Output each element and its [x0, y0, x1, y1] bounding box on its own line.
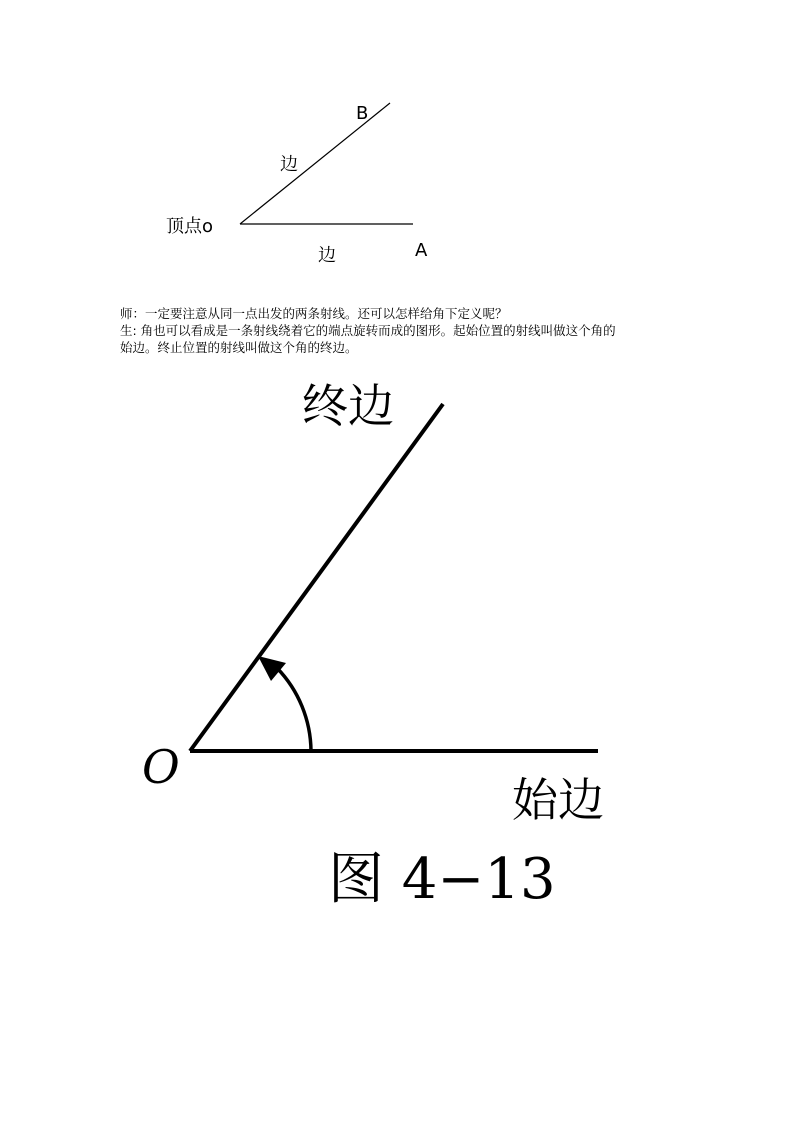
student-line-continued: 始边。终止位置的射线叫做这个角的终边。: [120, 340, 358, 355]
initial-side-label: 始边: [512, 773, 604, 827]
vertex-label: 顶点o: [166, 216, 214, 237]
terminal-side-ray: [190, 404, 443, 751]
figure-caption: 图 4−13: [328, 847, 556, 912]
side-label-lower: 边: [318, 245, 336, 266]
rotation-arrowhead: [258, 656, 286, 681]
rotation-arc: [277, 668, 311, 751]
vertex-label-O: O: [142, 740, 180, 794]
teacher-line: 师：一定要注意从同一点出发的两条射线。还可以怎样给角下定义呢？: [120, 306, 508, 321]
point-label-A: A: [415, 240, 428, 261]
student-line: 生: 角也可以看成是一条射线绕着它的端点旋转而成的图形。起始位置的射线叫做这个角的: [120, 323, 616, 338]
side-label-upper: 边: [280, 154, 298, 175]
terminal-side-label: 终边: [302, 379, 394, 433]
point-label-B: B: [356, 103, 369, 124]
